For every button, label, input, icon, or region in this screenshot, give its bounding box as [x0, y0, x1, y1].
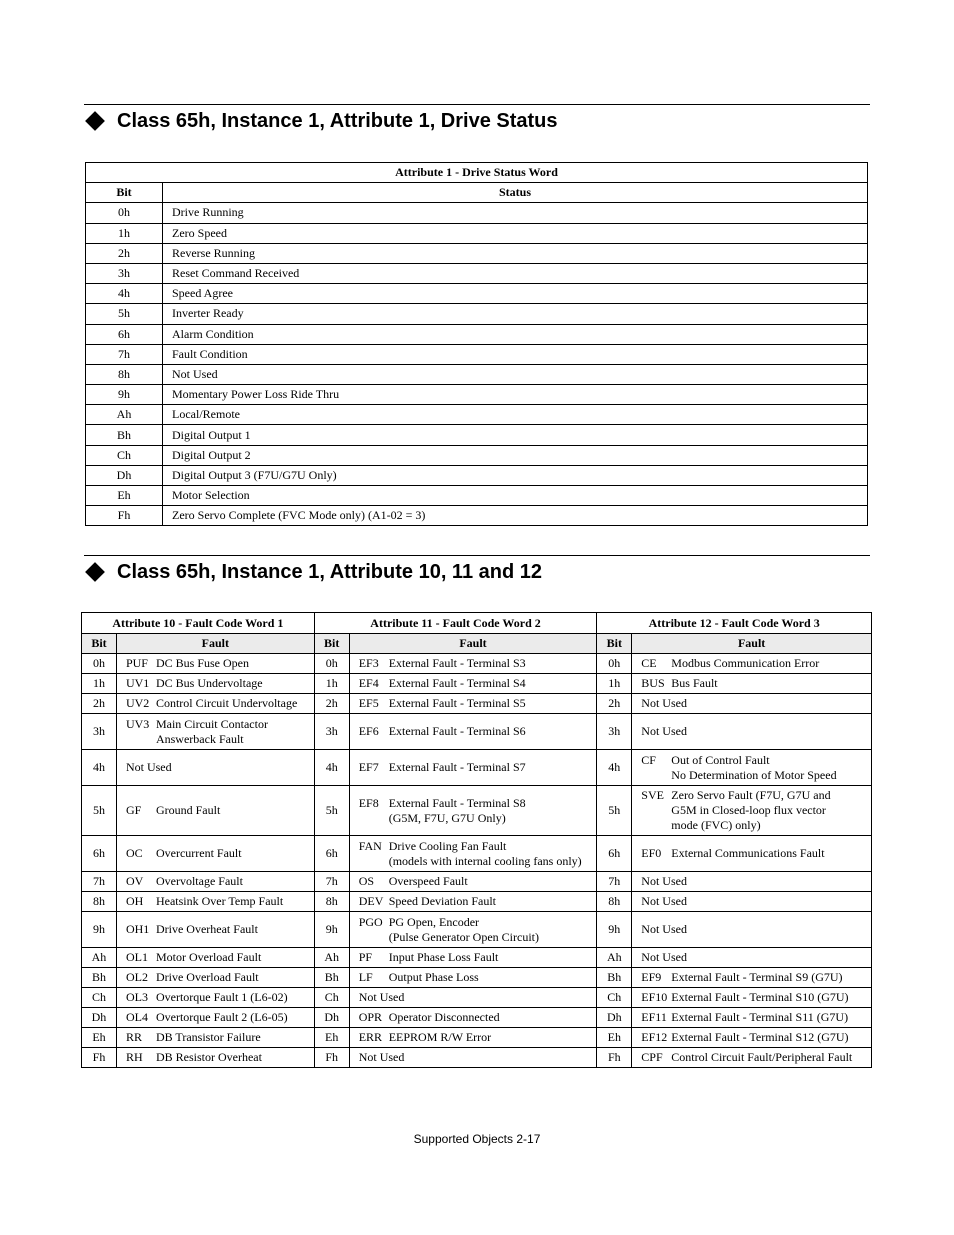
fault-text: Control Circuit Undervoltage	[155, 696, 298, 710]
fault-code: EF9	[641, 970, 662, 984]
fault-code-table	[81, 612, 872, 1068]
status-cell: Local/Remote	[163, 405, 868, 425]
fault-text: EEPROM R/W Error	[388, 1030, 492, 1044]
bit-cell: Fh	[597, 1048, 632, 1068]
section-rule	[84, 104, 870, 105]
fault-cell	[349, 948, 597, 968]
fault-cell	[349, 892, 597, 912]
bit-cell: Bh	[597, 968, 632, 988]
fault-cell	[116, 694, 314, 714]
fault-cell	[116, 1008, 314, 1028]
fault-cell	[116, 1028, 314, 1048]
fault-cell	[349, 694, 597, 714]
bit-cell: 0h	[86, 203, 163, 223]
status-cell: Motor Selection	[163, 486, 868, 506]
fault-code: OL1	[125, 950, 148, 964]
table-row	[82, 968, 872, 988]
table-row	[86, 425, 868, 445]
fault-text: External Fault - Terminal S11 (G7U)	[671, 1010, 849, 1024]
fault-cell	[349, 1028, 597, 1048]
fault-cell	[632, 872, 872, 892]
table-row	[82, 912, 872, 948]
fault-code: EF0	[641, 846, 662, 860]
fault-cell	[632, 694, 872, 714]
table-row	[82, 714, 872, 750]
fault-code: OV	[125, 874, 144, 888]
status-cell: Drive Running	[163, 203, 868, 223]
table-row	[82, 1008, 872, 1028]
bit-cell: 2h	[314, 694, 349, 714]
fault-code: RR	[125, 1030, 142, 1044]
bit-cell: 7h	[82, 872, 117, 892]
bit-cell: Eh	[82, 1028, 117, 1048]
table-row	[86, 465, 868, 485]
status-cell: Momentary Power Loss Ride Thru	[163, 385, 868, 405]
bit-cell: Fh	[86, 506, 163, 526]
bit-cell: Ch	[86, 445, 163, 465]
status-cell: Digital Output 3 (F7U/G7U Only)	[163, 465, 868, 485]
bit-cell: 8h	[86, 364, 163, 384]
fault-text: Overvoltage Fault	[155, 874, 243, 888]
fault-code: OL4	[125, 1010, 148, 1024]
fault-text: Drive Overheat Fault	[155, 922, 258, 936]
bit-cell: 3h	[314, 714, 349, 750]
bit-cell: 8h	[82, 892, 117, 912]
fault-text: Not Used	[641, 922, 687, 936]
fault-cell	[632, 1048, 872, 1068]
bit-cell: 8h	[597, 892, 632, 912]
fault-text: External Fault - Terminal S4	[388, 676, 526, 690]
table-row	[86, 405, 868, 425]
table-row	[82, 872, 872, 892]
fault-text: DB Transistor Failure	[155, 1030, 261, 1044]
fault-code: PUF	[125, 656, 148, 670]
fault-text: Speed Deviation Fault	[388, 894, 497, 908]
fault-text-line2: (models with internal cooling fans only)	[388, 853, 582, 868]
bit-cell: Ch	[597, 988, 632, 1008]
fault-text: External Fault - Terminal S7	[388, 760, 526, 774]
bit-cell: 0h	[314, 654, 349, 674]
bit-cell: 4h	[86, 284, 163, 304]
bit-cell: Ch	[314, 988, 349, 1008]
table-title: Attribute 1 - Drive Status Word	[86, 163, 868, 183]
status-cell: Digital Output 2	[163, 445, 868, 465]
bit-cell: Dh	[314, 1008, 349, 1028]
table-row	[86, 263, 868, 283]
fault-code: OC	[125, 846, 143, 860]
status-cell: Speed Agree	[163, 284, 868, 304]
column-header-fault: Fault	[116, 634, 314, 654]
fault-text: Not Used	[358, 990, 405, 1004]
fault-code: EF8	[358, 795, 379, 810]
diamond-bullet-icon	[85, 562, 105, 582]
fault-cell	[349, 988, 597, 1008]
fault-code: EF3	[358, 656, 379, 670]
column-header-bit: Bit	[86, 183, 163, 203]
fault-text: Not Used	[641, 696, 687, 710]
fault-cell	[116, 1048, 314, 1068]
fault-text: Control Circuit Fault/Peripheral Fault	[671, 1050, 853, 1064]
fault-cell	[632, 968, 872, 988]
fault-cell	[349, 750, 597, 786]
fault-cell	[116, 988, 314, 1008]
fault-code: SVE	[641, 788, 664, 802]
fault-cell	[116, 872, 314, 892]
fault-text: Input Phase Loss Fault	[388, 950, 499, 964]
bit-cell: 6h	[82, 836, 117, 872]
bit-cell: 9h	[82, 912, 117, 948]
fault-text: Not Used	[641, 950, 687, 964]
fault-code: OL3	[125, 990, 148, 1004]
table-row	[86, 506, 868, 526]
bit-cell: 4h	[82, 750, 117, 786]
fault-cell	[116, 968, 314, 988]
bit-cell: 9h	[314, 912, 349, 948]
table-row	[82, 786, 872, 836]
fault-code: OS	[358, 874, 375, 888]
fault-text: DC Bus Undervoltage	[155, 676, 263, 690]
bit-cell: 5h	[82, 786, 117, 836]
bit-cell: 4h	[314, 750, 349, 786]
bit-cell: Dh	[86, 465, 163, 485]
fault-code: CPF	[641, 1050, 663, 1064]
fault-code: CF	[641, 752, 656, 767]
bit-cell: Fh	[82, 1048, 117, 1068]
table-row	[82, 694, 872, 714]
status-cell: Zero Speed	[163, 223, 868, 243]
fault-cell	[349, 714, 597, 750]
fault-code: DEV	[358, 894, 384, 908]
fault-text: Zero Servo Fault (F7U, G7U and	[671, 788, 831, 802]
fault-cell	[632, 654, 872, 674]
fault-text-line2: Answerback Fault	[155, 731, 244, 746]
bit-cell: 6h	[86, 324, 163, 344]
bit-cell: 4h	[597, 750, 632, 786]
fault-cell	[116, 674, 314, 694]
bit-cell: 7h	[86, 344, 163, 364]
bit-cell: 0h	[82, 654, 117, 674]
fault-cell	[349, 1048, 597, 1068]
fault-cell	[349, 872, 597, 892]
fault-text: PG Open, Encoder	[388, 914, 480, 929]
table-row	[86, 243, 868, 263]
status-cell: Inverter Ready	[163, 304, 868, 324]
bit-cell: 5h	[314, 786, 349, 836]
bit-cell: 3h	[86, 263, 163, 283]
fault-cell	[349, 1008, 597, 1028]
group-title-word3: Attribute 12 - Fault Code Word 3	[597, 613, 872, 634]
fault-text: Main Circuit Contactor	[155, 716, 268, 731]
heading-text: Class 65h, Instance 1, Attribute 10, 11 and 12	[117, 560, 542, 583]
column-header-bit: Bit	[314, 634, 349, 654]
column-header-status: Status	[163, 183, 868, 203]
fault-text: Not Used	[641, 874, 687, 888]
table-row	[82, 674, 872, 694]
section-heading	[84, 557, 542, 587]
fault-code: EF4	[358, 676, 379, 690]
fault-cell	[116, 836, 314, 872]
fault-cell	[116, 912, 314, 948]
fault-code: BUS	[641, 676, 665, 690]
fault-cell	[632, 836, 872, 872]
bit-cell: Ah	[82, 948, 117, 968]
column-header-bit: Bit	[597, 634, 632, 654]
fault-code: UV3	[125, 716, 150, 731]
table-row	[82, 1048, 872, 1068]
fault-cell	[632, 948, 872, 968]
fault-cell	[632, 714, 872, 750]
table-row	[82, 1028, 872, 1048]
bit-cell: 2h	[597, 694, 632, 714]
bit-cell: 7h	[314, 872, 349, 892]
fault-text: Motor Overload Fault	[155, 950, 262, 964]
column-header-fault: Fault	[349, 634, 597, 654]
bit-cell: Eh	[314, 1028, 349, 1048]
bit-cell: 7h	[597, 872, 632, 892]
table-row	[82, 750, 872, 786]
table-row	[82, 836, 872, 872]
fault-text: Out of Control Fault	[671, 752, 770, 767]
fault-text: External Fault - Terminal S10 (G7U)	[671, 990, 849, 1004]
fault-text: External Fault - Terminal S3	[388, 656, 526, 670]
fault-code: LF	[358, 970, 373, 984]
bit-cell: Bh	[86, 425, 163, 445]
fault-code: EF12	[641, 1030, 668, 1044]
fault-code: ERR	[358, 1030, 383, 1044]
table-row	[86, 344, 868, 364]
fault-cell	[349, 968, 597, 988]
fault-text-line2: (G5M, F7U, G7U Only)	[388, 810, 506, 825]
group-title-word1: Attribute 10 - Fault Code Word 1	[82, 613, 315, 634]
bit-cell: 9h	[86, 385, 163, 405]
bit-cell: Fh	[314, 1048, 349, 1068]
bit-cell: 6h	[314, 836, 349, 872]
bit-cell: 1h	[86, 223, 163, 243]
bit-cell: 0h	[597, 654, 632, 674]
fault-cell	[349, 674, 597, 694]
fault-cell	[116, 892, 314, 912]
fault-cell	[116, 750, 314, 786]
fault-text: DB Resistor Overheat	[155, 1050, 262, 1064]
fault-cell	[349, 836, 597, 872]
fault-text: Not Used	[641, 724, 687, 738]
bit-cell: Bh	[82, 968, 117, 988]
fault-cell	[632, 1028, 872, 1048]
status-cell: Not Used	[163, 364, 868, 384]
fault-text: Drive Overload Fault	[155, 970, 259, 984]
table-row	[86, 324, 868, 344]
fault-text: Output Phase Loss	[388, 970, 479, 984]
table-row	[86, 486, 868, 506]
status-cell: Fault Condition	[163, 344, 868, 364]
table-row	[86, 445, 868, 465]
table-row	[86, 203, 868, 223]
page-footer: Supported Objects 2-17	[413, 1132, 541, 1146]
table-row	[86, 364, 868, 384]
bit-cell: Ah	[86, 405, 163, 425]
column-header-fault: Fault	[632, 634, 872, 654]
fault-cell	[632, 750, 872, 786]
table-row	[82, 948, 872, 968]
fault-cell	[349, 654, 597, 674]
heading-text: Class 65h, Instance 1, Attribute 1, Drive Status	[117, 109, 558, 132]
bit-cell: 1h	[314, 674, 349, 694]
fault-text-line2: No Determination of Motor Speed	[671, 767, 837, 782]
fault-code: OL2	[125, 970, 148, 984]
fault-text: External Fault - Terminal S12 (G7U)	[671, 1030, 849, 1044]
table-row	[82, 654, 872, 674]
fault-code: CE	[641, 656, 657, 670]
fault-cell	[116, 786, 314, 836]
fault-text-line2: G5M in Closed-loop flux vector	[671, 803, 826, 817]
fault-text: DC Bus Fuse Open	[155, 656, 249, 670]
bit-cell: 1h	[82, 674, 117, 694]
fault-code: OH1	[125, 922, 150, 936]
fault-cell	[632, 1008, 872, 1028]
fault-code: EF5	[358, 696, 379, 710]
fault-text: Overtorque Fault 1 (L6-02)	[155, 990, 288, 1004]
bit-cell: 2h	[82, 694, 117, 714]
bit-cell: Dh	[82, 1008, 117, 1028]
fault-text: Operator Disconnected	[388, 1010, 500, 1024]
fault-cell	[116, 654, 314, 674]
fault-code: FAN	[358, 838, 382, 853]
diamond-bullet-icon	[85, 111, 105, 131]
table-row	[86, 223, 868, 243]
bit-cell: 3h	[82, 714, 117, 750]
group-title-word2: Attribute 11 - Fault Code Word 2	[314, 613, 597, 634]
fault-cell	[632, 988, 872, 1008]
table-row	[86, 304, 868, 324]
bit-cell: 2h	[86, 243, 163, 263]
fault-text: Not Used	[358, 1050, 405, 1064]
fault-text: Overspeed Fault	[388, 874, 468, 888]
status-cell: Alarm Condition	[163, 324, 868, 344]
fault-text: External Fault - Terminal S9 (G7U)	[671, 970, 843, 984]
fault-cell	[632, 892, 872, 912]
fault-code: PGO	[358, 914, 383, 929]
column-header-bit: Bit	[82, 634, 117, 654]
fault-code: UV1	[125, 676, 150, 690]
fault-text-line3: mode (FVC) only)	[671, 818, 761, 832]
fault-code: EF6	[358, 724, 379, 738]
status-cell: Reverse Running	[163, 243, 868, 263]
fault-code: OH	[125, 894, 144, 908]
fault-code: RH	[125, 1050, 143, 1064]
fault-cell	[632, 674, 872, 694]
fault-text: Overcurrent Fault	[155, 846, 242, 860]
fault-text: Heatsink Over Temp Fault	[155, 894, 284, 908]
fault-text: Overtorque Fault 2 (L6-05)	[155, 1010, 288, 1024]
fault-text: Drive Cooling Fan Fault	[388, 838, 507, 853]
fault-text: Bus Fault	[671, 676, 718, 690]
fault-cell	[116, 948, 314, 968]
fault-cell	[116, 714, 314, 750]
fault-text-line2: (Pulse Generator Open Circuit)	[388, 929, 539, 944]
fault-code: EF11	[641, 1010, 667, 1024]
section-rule	[84, 555, 870, 556]
table-row	[86, 284, 868, 304]
status-cell: Reset Command Received	[163, 263, 868, 283]
fault-code: OPR	[358, 1010, 383, 1024]
fault-text: Not Used	[641, 894, 687, 908]
bit-cell: Bh	[314, 968, 349, 988]
fault-text: External Fault - Terminal S8	[388, 795, 526, 810]
fault-code: EF10	[641, 990, 668, 1004]
bit-cell: 3h	[597, 714, 632, 750]
bit-cell: 6h	[597, 836, 632, 872]
bit-cell: 5h	[597, 786, 632, 836]
section-heading	[84, 106, 558, 136]
bit-cell: Ah	[314, 948, 349, 968]
bit-cell: Dh	[597, 1008, 632, 1028]
table-row	[82, 988, 872, 1008]
fault-cell	[349, 786, 597, 836]
bit-cell: Ch	[82, 988, 117, 1008]
fault-code: GF	[125, 803, 142, 817]
bit-cell: 8h	[314, 892, 349, 912]
status-cell: Zero Servo Complete (FVC Mode only) (A1-02 = 3)	[163, 506, 868, 526]
fault-text: Not Used	[125, 760, 172, 774]
fault-code: UV2	[125, 696, 150, 710]
fault-text: Modbus Communication Error	[671, 656, 820, 670]
fault-text: External Fault - Terminal S6	[388, 724, 526, 738]
fault-code: EF7	[358, 760, 379, 774]
fault-text: Ground Fault	[155, 803, 221, 817]
bit-cell: 1h	[597, 674, 632, 694]
drive-status-table	[85, 162, 868, 526]
table-row	[86, 385, 868, 405]
bit-cell: 5h	[86, 304, 163, 324]
fault-text: External Communications Fault	[671, 846, 825, 860]
bit-cell: Eh	[597, 1028, 632, 1048]
fault-cell	[632, 912, 872, 948]
bit-cell: 9h	[597, 912, 632, 948]
table-row	[82, 892, 872, 912]
fault-cell	[349, 912, 597, 948]
fault-text: External Fault - Terminal S5	[388, 696, 526, 710]
bit-cell: Eh	[86, 486, 163, 506]
fault-cell	[632, 786, 872, 836]
status-cell: Digital Output 1	[163, 425, 868, 445]
fault-code: PF	[358, 950, 373, 964]
bit-cell: Ah	[597, 948, 632, 968]
